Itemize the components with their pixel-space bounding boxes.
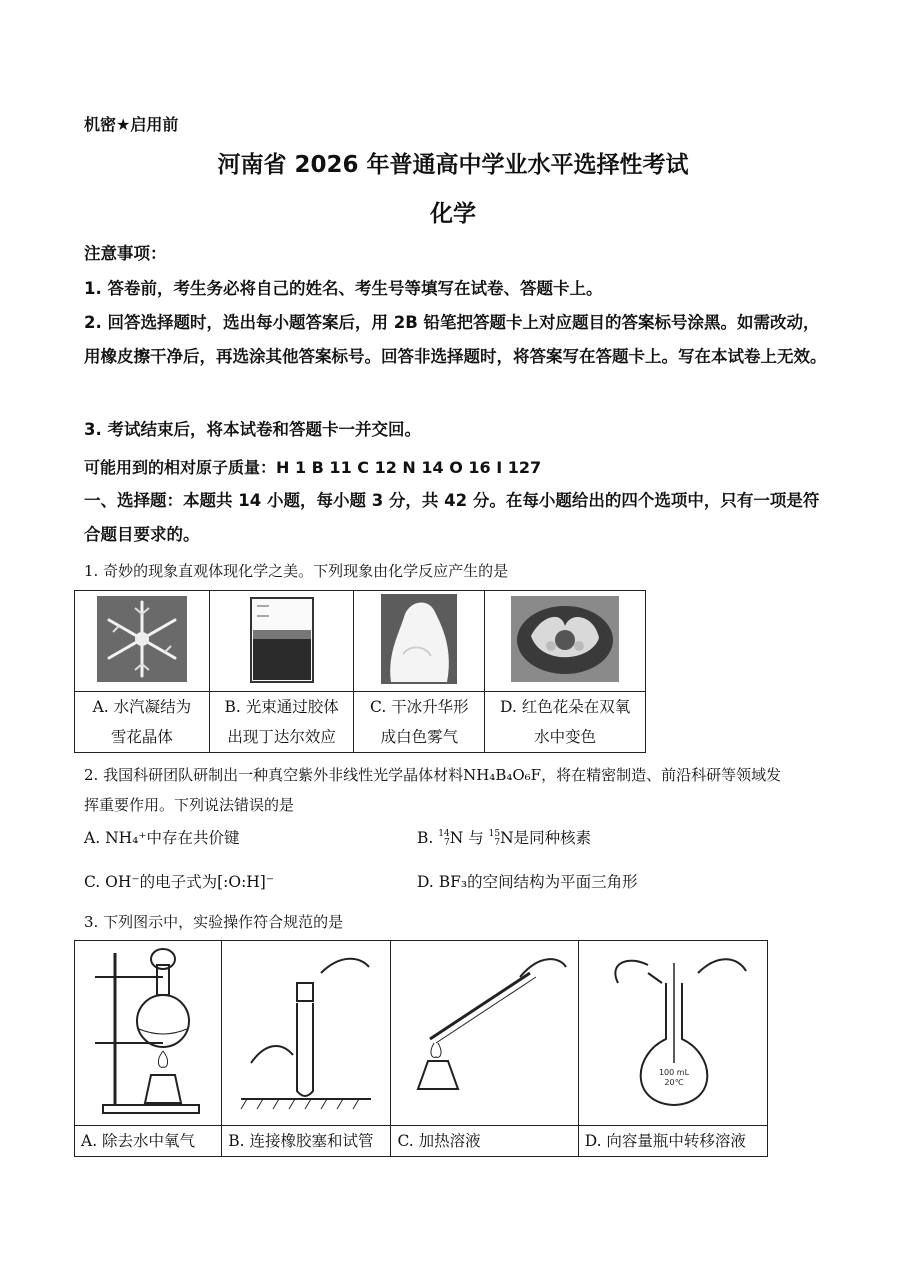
q3-option-a[interactable]: A. 除去水中氧气 <box>75 1126 222 1157</box>
q3-option-b[interactable]: B. 连接橡胶塞和试管 <box>222 1126 391 1157</box>
q1-option-a[interactable]: A. 水汽凝结为 雪花晶体 <box>75 692 210 753</box>
notice-item-3: 3. 考试结束后，将本试卷和答题卡一并交回。 <box>84 420 421 439</box>
snowflake-image <box>75 591 210 692</box>
beaker-image <box>209 591 354 692</box>
q3-option-c[interactable]: C. 加热溶液 <box>391 1126 578 1157</box>
notice-heading: 注意事项： <box>84 244 167 263</box>
notice-item-1: 1. 答卷前，考生务必将自己的姓名、考生号等填写在试卷、答题卡上。 <box>84 279 603 298</box>
subject-title: 化学 <box>430 201 476 227</box>
notice-item-2: 2. 回答选择题时，选出每小题答案后，用 2B 铅笔把答题卡上对应题目的答案标号涂黑。如需改动，用橡皮擦干净后，再选涂其他答案标号。回答非选择题时，将答案写在答题卡上。写在本试卷上无效。 <box>84 313 827 366</box>
section-one-heading: 一、选择题：本题共 14 小题，每小题 3 分，共 42 分。在每小题给出的四个选项中，只有一项是符合题目要求的。 <box>84 491 820 544</box>
q2-formula: NH₄B₄O₆F <box>463 766 542 784</box>
exam-title: 河南省 2026 年普通高中学业水平选择性考试 <box>217 152 689 178</box>
q1-option-b[interactable]: B. 光束通过胶体 出现丁达尔效应 <box>209 692 354 753</box>
q2-stem: 2. 我国科研团队研制出一种真空紫外非线性光学晶体材料NH₄B₄O₆F，将在精密制造、前沿科研等领域发 挥重要作用。下列说法错误的是 <box>84 766 782 814</box>
q3-option-table <box>74 940 768 1157</box>
stopper-tube-image <box>222 941 391 1126</box>
q1-stem: 1. 奇妙的现象直观体现化学之美。下列现象由化学反应产生的是 <box>84 562 509 580</box>
q2-option-c[interactable]: C. OH⁻的电子式为[:O:H]⁻ <box>84 873 275 891</box>
flask-temp-label: 20℃ <box>664 1078 684 1087</box>
volumetric-flask-image <box>578 941 767 1126</box>
dry-ice-image <box>354 591 485 692</box>
deoxygenate-apparatus-image <box>75 941 222 1126</box>
q3-option-d[interactable]: D. 向容量瓶中转移溶液 <box>578 1126 767 1157</box>
flask-volume-label: 100 mL <box>658 1068 689 1077</box>
q2-option-a[interactable]: A. NH₄⁺中存在共价键 <box>84 829 240 847</box>
q1-option-table <box>74 590 646 753</box>
q2-option-d[interactable]: D. BF₃的空间结构为平面三角形 <box>417 873 638 891</box>
q1-option-d[interactable]: D. 红色花朵在双氧 水中变色 <box>485 692 646 753</box>
confidential-label: 机密★启用前 <box>84 115 179 134</box>
heating-solution-image <box>391 941 578 1126</box>
electron-formula: [:O:H]⁻ <box>217 873 275 891</box>
q2-option-b[interactable]: B. 14 7N 与 15 7N是同种核素 <box>417 829 592 848</box>
q1-option-c[interactable]: C. 干冰升华形 成白色雾气 <box>354 692 485 753</box>
flower-image <box>485 591 646 692</box>
q3-stem: 3. 下列图示中，实验操作符合规范的是 <box>84 913 344 931</box>
atomic-masses: 可能用到的相对原子质量：H 1 B 11 C 12 N 14 O 16 I 127 <box>84 458 542 477</box>
